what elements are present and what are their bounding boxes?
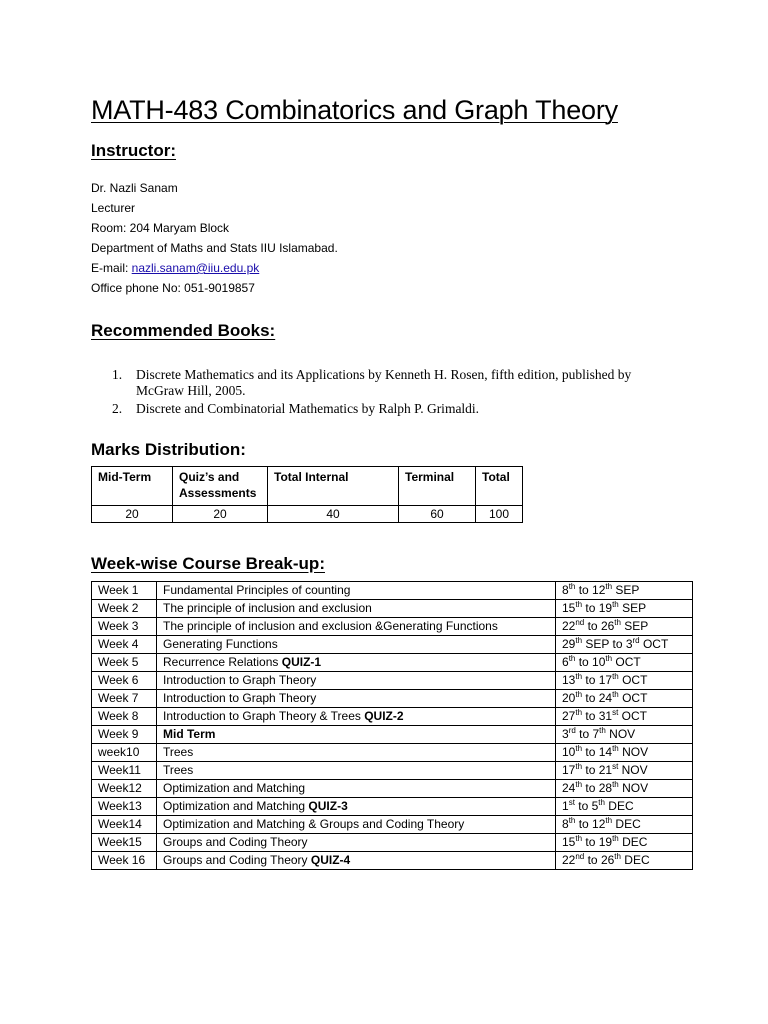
marks-value-cell: 40: [268, 506, 399, 523]
date-text: DEC: [618, 835, 648, 849]
marks-value-cell: 100: [476, 506, 523, 523]
marks-value-cell: 60: [399, 506, 476, 523]
week-row: [92, 726, 693, 744]
date-text: SEP to 3: [582, 637, 633, 651]
date-text: 20: [562, 691, 576, 705]
book-item: [112, 401, 682, 417]
week-label: Week12: [92, 780, 157, 798]
week-label: Week 6: [92, 672, 157, 690]
date-text: DEC: [620, 853, 650, 867]
date-text: to 31: [582, 709, 613, 723]
ordinal-suffix: th: [612, 672, 619, 681]
marks-header-cell: Terminal: [399, 467, 476, 506]
book-number: 1.: [112, 367, 123, 382]
quiz-label: QUIZ-3: [308, 799, 348, 813]
week-dates: [556, 798, 693, 816]
week-dates: [556, 708, 693, 726]
week-row: [92, 636, 693, 654]
topic-text: Introduction to Graph Theory: [163, 691, 317, 705]
date-text: OCT: [618, 691, 648, 705]
instructor-email-line: [91, 258, 338, 278]
ordinal-suffix: th: [575, 690, 583, 699]
topic-text: Optimization and Matching: [163, 799, 309, 813]
date-text: NOV: [605, 727, 636, 741]
week-dates: [556, 852, 693, 870]
date-text: 27: [562, 709, 576, 723]
marks-value-cell: 20: [92, 506, 173, 523]
week-label: Week11: [92, 762, 157, 780]
week-topic: [157, 798, 556, 816]
date-text: SEP: [620, 619, 649, 633]
instructor-room: Room: 204 Maryam Block: [91, 221, 230, 235]
marks-header-cell: Total: [476, 467, 523, 506]
date-text: OCT: [612, 655, 641, 669]
ordinal-suffix: th: [575, 762, 583, 771]
topic-text: Recurrence Relations: [163, 655, 282, 669]
week-dates: [556, 636, 693, 654]
week-topic: [157, 654, 556, 672]
date-text: 8: [562, 817, 569, 831]
week-row: [92, 852, 693, 870]
marks-value-cell: 20: [173, 506, 268, 523]
ordinal-suffix: th: [575, 672, 583, 681]
week-dates: [556, 726, 693, 744]
date-text: 15: [562, 835, 576, 849]
week-topic: [157, 582, 556, 600]
date-text: to 19: [582, 601, 613, 615]
ordinal-suffix: th: [575, 636, 583, 645]
week-topic: [157, 852, 556, 870]
date-text: to 12: [575, 583, 606, 597]
week-dates: [556, 834, 693, 852]
date-text: to 19: [582, 835, 613, 849]
ordinal-suffix: th: [605, 582, 613, 591]
date-text: 10: [562, 745, 576, 759]
date-text: OCT: [639, 637, 669, 651]
date-text: 3: [562, 727, 569, 741]
week-label: Week 8: [92, 708, 157, 726]
date-text: to 5: [574, 799, 599, 813]
week-label: Week 1: [92, 582, 157, 600]
instructor-department: Department of Maths and Stats IIU Islamabad.: [91, 241, 338, 255]
instructor-phone: Office phone No: 051-9019857: [91, 281, 255, 295]
ordinal-suffix: th: [605, 654, 613, 663]
week-dates: [556, 618, 693, 636]
week-topic: [157, 762, 556, 780]
date-text: to 26: [584, 853, 615, 867]
week-row: [92, 582, 693, 600]
date-text: NOV: [618, 763, 648, 777]
topic-text: Optimization and Matching & Groups and Coding Theory: [163, 817, 465, 831]
ordinal-suffix: th: [599, 726, 606, 735]
week-dates: [556, 654, 693, 672]
quiz-label: Mid Term: [163, 727, 216, 741]
ordinal-suffix: th: [612, 744, 619, 753]
date-text: 22: [562, 619, 576, 633]
topic-text: The principle of inclusion and exclusion: [163, 601, 372, 615]
week-label: Week 5: [92, 654, 157, 672]
week-topic: [157, 672, 556, 690]
date-text: 1: [562, 799, 569, 813]
week-label: Week15: [92, 834, 157, 852]
date-text: to 26: [584, 619, 615, 633]
week-row: [92, 816, 693, 834]
ordinal-suffix: th: [568, 582, 576, 591]
week-topic: [157, 690, 556, 708]
books-list: [112, 367, 682, 419]
ordinal-suffix: nd: [575, 852, 585, 861]
date-text: to 17: [582, 673, 613, 687]
topic-text: Introduction to Graph Theory & Trees: [163, 709, 365, 723]
week-dates: [556, 762, 693, 780]
ordinal-suffix: th: [568, 816, 576, 825]
ordinal-suffix: st: [568, 798, 575, 807]
date-text: to 7: [575, 727, 600, 741]
week-topic: [157, 708, 556, 726]
date-text: to 12: [575, 817, 606, 831]
week-topic: [157, 726, 556, 744]
week-row: [92, 744, 693, 762]
week-label: Week 3: [92, 618, 157, 636]
topic-text: Trees: [163, 745, 194, 759]
week-row: [92, 780, 693, 798]
topic-text: Optimization and Matching: [163, 781, 306, 795]
marks-heading: Marks Distribution:: [91, 440, 246, 459]
week-row: [92, 600, 693, 618]
week-row: [92, 798, 693, 816]
weekly-heading: Week-wise Course Break-up:: [91, 554, 325, 573]
week-row: [92, 834, 693, 852]
week-row: [92, 672, 693, 690]
date-text: 15: [562, 601, 576, 615]
instructor-position: Lecturer: [91, 201, 136, 215]
date-text: DEC: [604, 799, 634, 813]
marks-value-row: [92, 506, 523, 523]
marks-header-cell: Total Internal: [268, 467, 399, 506]
topic-text: Generating Functions: [163, 637, 278, 651]
topic-text: Groups and Coding Theory: [163, 853, 311, 867]
ordinal-suffix: th: [614, 852, 621, 861]
week-label: week10: [92, 744, 157, 762]
ordinal-suffix: th: [575, 780, 583, 789]
date-text: 6: [562, 655, 569, 669]
date-text: OCT: [618, 709, 647, 723]
ordinal-suffix: th: [612, 600, 619, 609]
week-label: Week 7: [92, 690, 157, 708]
date-text: 22: [562, 853, 576, 867]
week-topic: [157, 618, 556, 636]
quiz-label: QUIZ-1: [281, 655, 322, 669]
week-row: [92, 618, 693, 636]
marks-header-cell: Quiz’s and Assessments: [173, 467, 268, 506]
book-text: Discrete Mathematics and its Applications by Kenneth H. Rosen, fifth edition, published by McGraw Hill, 2005.: [136, 367, 632, 398]
date-text: to 14: [582, 745, 613, 759]
ordinal-suffix: rd: [632, 636, 640, 645]
week-row: [92, 762, 693, 780]
marks-header-cell: Mid-Term: [92, 467, 173, 506]
ordinal-suffix: th: [614, 618, 621, 627]
weekly-table: [91, 581, 693, 870]
week-dates: [556, 690, 693, 708]
topic-text: The principle of inclusion and exclusion &Generating Functions: [163, 619, 498, 633]
ordinal-suffix: th: [575, 600, 583, 609]
ordinal-suffix: th: [568, 654, 576, 663]
book-item: [112, 367, 682, 399]
ordinal-suffix: nd: [575, 618, 585, 627]
email-link[interactable]: nazli.sanam@iiu.edu.pk: [131, 261, 260, 275]
week-dates: [556, 672, 693, 690]
date-text: 17: [562, 763, 576, 777]
week-label: Week 16: [92, 852, 157, 870]
date-text: 8: [562, 583, 569, 597]
week-topic: [157, 600, 556, 618]
topic-text: Trees: [163, 763, 194, 777]
quiz-label: QUIZ-2: [364, 709, 404, 723]
email-label: E-mail:: [91, 261, 132, 275]
date-text: to 10: [575, 655, 606, 669]
week-label: Week13: [92, 798, 157, 816]
ordinal-suffix: th: [612, 834, 619, 843]
week-topic: [157, 636, 556, 654]
ordinal-suffix: th: [612, 780, 619, 789]
ordinal-suffix: st: [612, 762, 619, 771]
date-text: NOV: [618, 745, 649, 759]
week-dates: [556, 600, 693, 618]
week-row: [92, 708, 693, 726]
week-topic: [157, 816, 556, 834]
ordinal-suffix: th: [575, 744, 583, 753]
ordinal-suffix: th: [575, 708, 583, 717]
week-label: Week 9: [92, 726, 157, 744]
date-text: SEP: [612, 583, 640, 597]
marks-header-row: [92, 467, 523, 506]
date-text: OCT: [618, 673, 648, 687]
week-dates: [556, 744, 693, 762]
week-topic: [157, 834, 556, 852]
topic-text: Introduction to Graph Theory: [163, 673, 317, 687]
course-title: MATH-483 Combinatorics and Graph Theory: [91, 95, 618, 125]
marks-table: [91, 466, 523, 523]
books-heading: Recommended Books:: [91, 321, 276, 340]
instructor-name: Dr. Nazli Sanam: [91, 181, 178, 195]
instructor-heading: Instructor:: [91, 141, 176, 160]
ordinal-suffix: th: [575, 834, 583, 843]
date-text: 13: [562, 673, 576, 687]
ordinal-suffix: rd: [568, 726, 576, 735]
date-text: to 28: [582, 781, 613, 795]
date-text: 29: [562, 637, 576, 651]
ordinal-suffix: th: [612, 690, 619, 699]
ordinal-suffix: st: [612, 708, 619, 717]
date-text: to 21: [582, 763, 613, 777]
week-label: Week 4: [92, 636, 157, 654]
ordinal-suffix: th: [598, 798, 605, 807]
week-label: Week 2: [92, 600, 157, 618]
week-dates: [556, 582, 693, 600]
week-row: [92, 690, 693, 708]
week-label: Week14: [92, 816, 157, 834]
week-row: [92, 654, 693, 672]
week-topic: [157, 780, 556, 798]
quiz-label: QUIZ-4: [310, 853, 351, 867]
book-number: 2.: [112, 401, 123, 416]
week-topic: [157, 744, 556, 762]
week-dates: [556, 780, 693, 798]
topic-text: Fundamental Principles of counting: [163, 583, 351, 597]
instructor-info: [91, 178, 338, 298]
date-text: DEC: [612, 817, 641, 831]
date-text: to 24: [582, 691, 613, 705]
date-text: SEP: [618, 601, 647, 615]
week-dates: [556, 816, 693, 834]
topic-text: Groups and Coding Theory: [163, 835, 308, 849]
date-text: 24: [562, 781, 576, 795]
ordinal-suffix: th: [605, 816, 613, 825]
book-text: Discrete and Combinatorial Mathematics by Ralph P. Grimaldi.: [136, 401, 480, 416]
date-text: NOV: [618, 781, 649, 795]
